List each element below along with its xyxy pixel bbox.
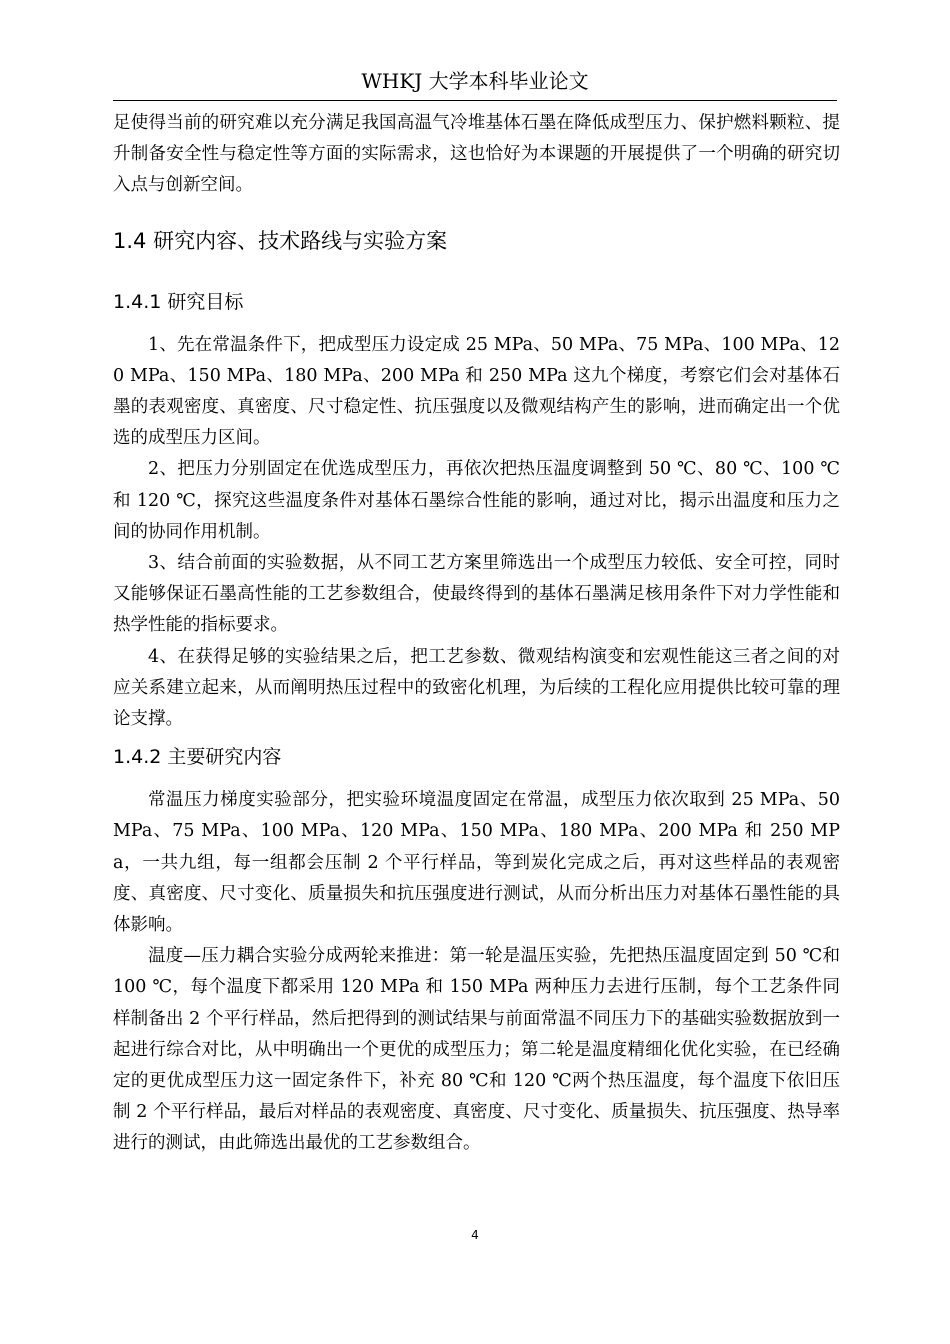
- page-content: [113, 108, 840, 1160]
- intro-paragraph: 足使得当前的研究难以充分满足我国高温气冷堆基体石墨在降低成型压力、保护燃料颗粒、提升制备安全性与稳定性等方面的实际需求，这也恰好为本课题的开展提供了一个明确的研究切入点与创新空间。: [113, 113, 840, 196]
- page-header: WHKJ 大学本科毕业论文: [361, 69, 589, 93]
- subsection-heading-goals: 1.4.1 研究目标: [113, 290, 244, 313]
- goal-paragraph-3: 3、结合前面的实验数据，从不同工艺方案里筛选出一个成型压力较低、安全可控，同时又能够保证石墨高性能的工艺参数组合，使最终得到的基体石墨满足核用条件下对力学性能和热学性能的指标要求。: [113, 553, 840, 636]
- page-number: 4: [471, 1228, 479, 1242]
- subsection-heading-content: 1.4.2 主要研究内容: [113, 746, 282, 769]
- content-paragraph-1: 常温压力梯度实验部分，把实验环境温度固定在常温，成型压力依次取到 25 MPa、50 MPa、75 MPa、100 MPa、120 MPa、150 MPa、180 MPa、200 MPa 和 250 MPa，一共九组，每一组都会压制 2 个平行样品，等到炭化完成之后，再对这些样品的表观密度、真密度、尺寸变化、质量损失和抗压强度进行测试，从而分析出压力对基体石墨性能的具体影响。: [113, 790, 840, 936]
- content-paragraph-2: 温度—压力耦合实验分成两轮来推进：第一轮是温压实验，先把热压温度固定到 50 ℃和 100 ℃，每个温度下都采用 120 MPa 和 150 MPa 两种压力去进行压制，每个工艺条件同样制备出 2 个平行样品，然后把得到的测试结果与前面常温不同压力下的基础实验数据放到一起进行综合对比，从中明确出一个更优的成型压力；第二轮是温度精细化优化实验，在已经确定的更优成型压力这一固定条件下，补充 80 ℃和 120 ℃两个热压温度，每个温度下依旧压制 2 个平行样品，最后对样品的表观密度、真密度、尺寸变化、质量损失、抗压强度、热导率进行的测试，由此筛选出最优的工艺参数组合。: [113, 946, 840, 1154]
- goal-paragraph-1: 1、先在常温条件下，把成型压力设定成 25 MPa、50 MPa、75 MPa、100 MPa、120 MPa、150 MPa、180 MPa、200 MPa 和 250 MPa 这九个梯度，考察它们会对基体石墨的表观密度、真密度、尺寸稳定性、抗压强度以及微观结构产生的影响，进而确定出一个优选的成型压力区间。: [113, 334, 840, 449]
- section-heading: 1.4 研究内容、技术路线与实验方案: [113, 228, 448, 253]
- goal-paragraph-2: 2、把压力分别固定在优选成型压力，再依次把热压温度调整到 50 ℃、80 ℃、100 ℃和 120 ℃，探究这些温度条件对基体石墨综合性能的影响，通过对比，揭示出温度和压力之间的协同作用机制。: [113, 459, 840, 542]
- goal-paragraph-4: 4、在获得足够的实验结果之后，把工艺参数、微观结构演变和宏观性能这三者之间的对应关系建立起来，从而阐明热压过程中的致密化机理，为后续的工程化应用提供比较可靠的理论支撑。: [113, 646, 840, 730]
- header-rule: [113, 100, 837, 101]
